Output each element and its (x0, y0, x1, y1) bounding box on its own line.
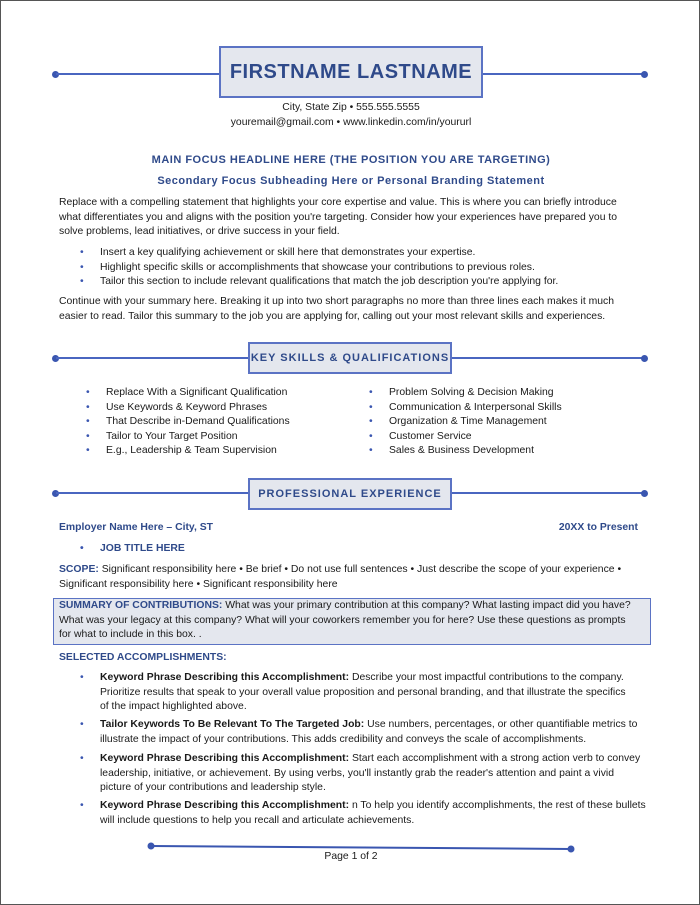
bullet-icon: • (369, 445, 373, 456)
contributions-line (59, 599, 649, 614)
accomplishment-text: n To help you identify accomplishments, the rest of these bullets (349, 800, 646, 811)
scope-label: SCOPE: (59, 564, 99, 575)
skills-heading-box (248, 342, 452, 374)
experience-heading: PROFESSIONAL EXPERIENCE (258, 488, 442, 500)
accomplishment-item (100, 814, 414, 829)
skill-text: Communication & Interpersonal Skills (389, 401, 562, 413)
summary-text: solve problems, lead initiatives, or drive success in your field. (59, 226, 340, 237)
job-title (80, 542, 185, 557)
skill-item (369, 386, 554, 401)
skill-item (86, 401, 268, 416)
bullet-icon: • (86, 401, 90, 413)
bullet-icon: • (80, 261, 84, 273)
divider-line (482, 73, 644, 75)
skill-item (369, 430, 472, 445)
skill-text: Use Keywords & Keyword Phrases (106, 401, 268, 413)
skill-item (369, 444, 534, 459)
accomplishment-item (80, 718, 638, 733)
bullet-icon: • (369, 387, 373, 398)
scope-text: Significant responsibility here • Be brief • Do not use full sentences • Just describe the scope of your experience • (98, 564, 622, 575)
focus-headline: MAIN FOCUS HEADLINE HERE (THE POSITION YOU ARE TARGETING) (151, 154, 551, 166)
scope-text: Significant responsibility here • Significant responsibility here (59, 578, 338, 590)
skill-item (369, 415, 547, 430)
bullet-icon: • (80, 800, 84, 811)
skills-heading: KEY SKILLS & QUALIFICATIONS (250, 352, 450, 364)
line-dot (641, 71, 648, 78)
accomplishment-text: leadership, initiative, or achievement. By using verbs, you'll instantly grab the reader's attention and paint a vivid (100, 767, 614, 779)
accomplishment-item (80, 671, 624, 686)
skill-text: Problem Solving & Decision Making (389, 387, 554, 398)
accomplishment-item (100, 733, 586, 748)
bullet-icon: • (80, 247, 84, 258)
accomplishment-item (100, 767, 614, 782)
divider-line (56, 492, 249, 494)
accomplishment-title: Keyword Phrase Describing this Accomplishment: (100, 753, 350, 764)
accomplishment-text: of the impact highlighted above. (100, 701, 247, 712)
accomplishment-item (80, 799, 646, 814)
bullet-icon: • (80, 543, 84, 554)
divider-line (451, 357, 644, 359)
summary-text: Replace with a compelling statement that highlights your core expertise and value. This is where you can briefly introduce (59, 197, 617, 208)
accomplishment-text: will include questions to help you recall and articulate achievements. (100, 814, 415, 826)
contributions-text: What was your legacy at this company? What will your coworkers remember you for here? Use these questions as prompts (59, 614, 626, 626)
skill-item (369, 401, 562, 416)
accomplishment-text: Describe your most impactful contributions to the company. (349, 672, 624, 683)
bullet-icon: • (369, 430, 373, 442)
bullet-icon: • (369, 416, 373, 427)
contact-line-2: youremail@gmail.com • www.linkedin.com/in/yoururl (230, 117, 472, 128)
accomplishment-item (100, 686, 626, 701)
summary-text: what differentiates you and aligns with the position you're targeting. Consider how your experiences have prepared you to (59, 211, 618, 223)
summary-text: easier to read. Tailor this summary to the job you are applying for, calling out your most relevant skills and experiences. (59, 310, 606, 322)
skill-text: Organization & Time Management (389, 416, 547, 427)
contributions-text: What was your primary contribution at this company? What lasting impact did you have? (222, 600, 631, 611)
line-dot (641, 355, 648, 362)
experience-heading-box (248, 478, 452, 510)
bullet-icon: • (86, 430, 90, 442)
name-box (219, 46, 483, 98)
bullet-icon: • (80, 672, 84, 683)
accomplishment-item (80, 752, 641, 767)
bullet-text: Highlight specific skills or accomplishments that showcase your contributions to previous roles. (100, 261, 535, 273)
skill-item (86, 430, 238, 445)
contributions-text: for what to include in this box. . (59, 629, 202, 640)
focus-subheading: Secondary Focus Subheading Here or Personal Branding Statement (157, 175, 545, 187)
accomplishment-title: Tailor Keywords To Be Relevant To The Targeted Job: (100, 719, 365, 730)
candidate-name: FIRSTNAME LASTNAME (229, 60, 473, 83)
summary-bullet (80, 246, 476, 261)
job-title-text: JOB TITLE HERE (100, 543, 185, 554)
skill-item (86, 444, 277, 459)
accomplishment-text: Start each accomplishment with a strong action verb to convey (349, 753, 641, 764)
skill-text: That Describe in-Demand Qualifications (106, 416, 290, 427)
accomplishment-item (100, 781, 326, 796)
skill-text: E.g., Leadership & Team Supervision (106, 445, 277, 456)
bullet-icon: • (80, 753, 84, 764)
skill-text: Replace With a Significant Qualification (106, 387, 288, 398)
employer-name: Employer Name Here – City, ST (59, 522, 213, 533)
bullet-icon: • (80, 276, 84, 287)
accomplishment-text: Use numbers, percentages, or other quantifiable metrics to (364, 719, 638, 730)
summary-text: Continue with your summary here. Breaking it up into two short paragraphs no more than three lines each makes it much (59, 296, 615, 307)
bullet-icon: • (80, 719, 84, 730)
accomplishment-item (100, 700, 247, 715)
bullet-icon: • (86, 387, 90, 398)
contact-line-1: City, State Zip • 555.555.5555 (282, 102, 420, 113)
skill-text: Tailor to Your Target Position (106, 430, 238, 442)
line-dot (641, 490, 648, 497)
skill-text: Sales & Business Development (389, 445, 534, 456)
employment-dates: 20XX to Present (558, 522, 638, 533)
summary-bullet (80, 275, 559, 290)
divider-line (451, 492, 644, 494)
bullet-icon: • (86, 445, 90, 456)
accomplishments-label: SELECTED ACCOMPLISHMENTS: (59, 652, 227, 663)
skill-item (86, 415, 290, 430)
accomplishment-title: Keyword Phrase Describing this Accomplishment: (100, 800, 350, 811)
page-number: Page 1 of 2 (324, 851, 378, 862)
bullet-text: Insert a key qualifying achievement or skill here that demonstrates your expertise. (100, 247, 476, 258)
bullet-icon: • (369, 401, 373, 413)
accomplishment-text: picture of your contributions and leadership style. (100, 782, 326, 793)
divider-line (56, 357, 249, 359)
skill-text: Customer Service (389, 430, 472, 442)
line-dot (148, 843, 155, 850)
accomplishment-title: Keyword Phrase Describing this Accomplishment: (100, 672, 350, 683)
scope-line (59, 563, 649, 578)
bullet-icon: • (86, 416, 90, 427)
summary-bullet (80, 261, 535, 276)
accomplishment-text: Prioritize results that speak to your overall value proposition and personal branding, and that illustrate the specifics (100, 686, 626, 698)
bullet-text: Tailor this section to include relevant qualifications that match the job description you're applying for. (100, 276, 559, 287)
contributions-label: SUMMARY OF CONTRIBUTIONS: (59, 600, 223, 611)
accomplishment-text: illustrate the impact of your contributions. This adds credibility and conveys the scale of accomplishments. (100, 733, 587, 745)
skill-item (86, 386, 288, 401)
divider-line (56, 73, 220, 75)
